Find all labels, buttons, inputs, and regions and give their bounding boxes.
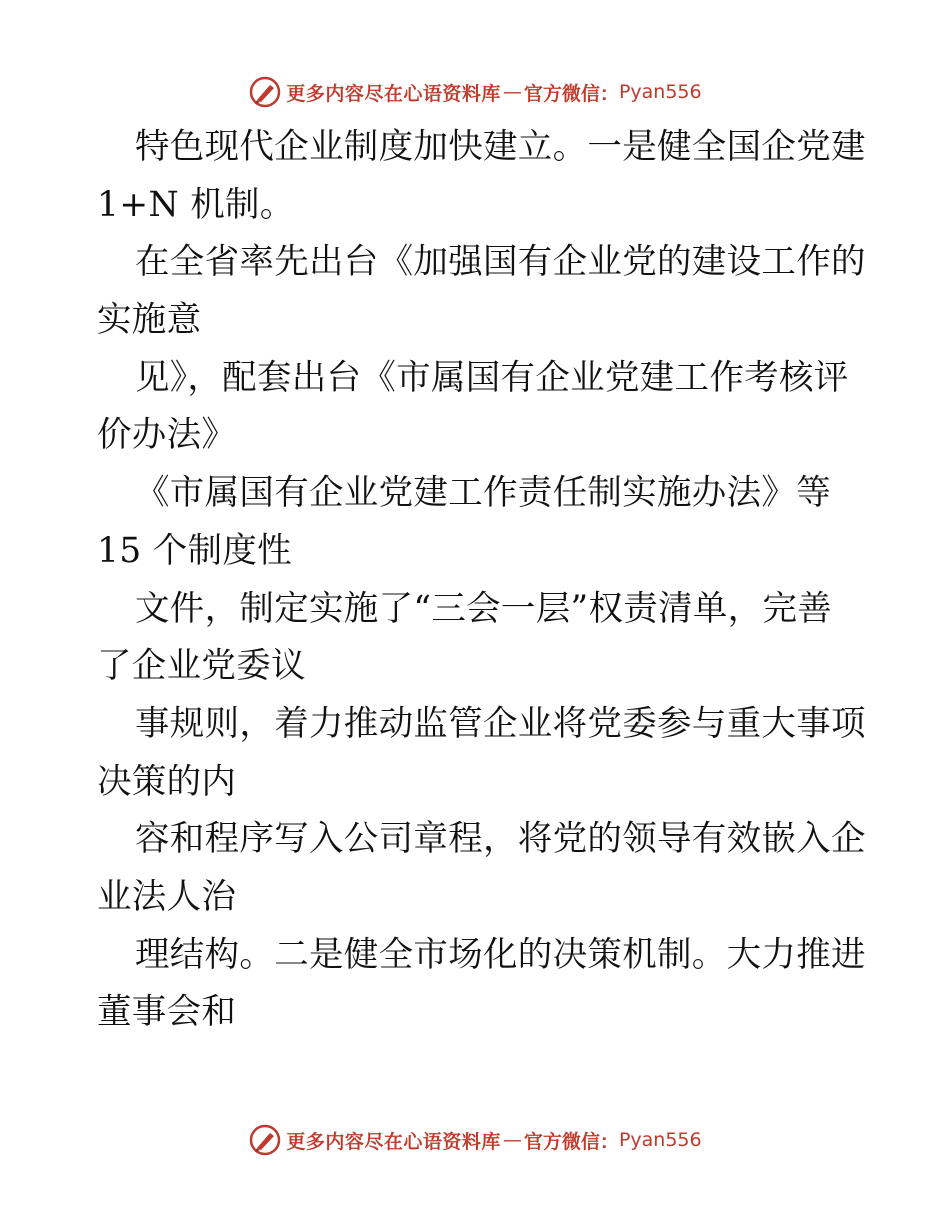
banner-separator: — bbox=[502, 1129, 522, 1151]
text-line: 特色现代企业制度加快建立。一是健全国企党建 bbox=[135, 127, 866, 167]
banner-contact-label: 官方微信： bbox=[523, 1130, 619, 1153]
document-body bbox=[97, 119, 866, 1042]
banner-brand: 更多内容尽在心语资料库 bbox=[286, 82, 501, 105]
pen-logo-icon bbox=[248, 1123, 282, 1157]
text-line: 了企业党委议 bbox=[97, 646, 306, 687]
text-line: 15 个制度性 bbox=[97, 530, 292, 571]
text-line: 价办法》 bbox=[97, 415, 237, 456]
header-banner bbox=[0, 72, 950, 112]
text-line: 文件，制定实施了“三会一层”权责清单，完善 bbox=[135, 588, 833, 629]
text-line: 事规则，着力推动监管企业将党委参与重大事项 bbox=[135, 703, 866, 744]
text-line: 在全省率先出台《加强国有企业党的建设工作的 bbox=[135, 242, 866, 283]
banner-brand: 更多内容尽在心语资料库 bbox=[286, 1130, 501, 1153]
banner-separator: — bbox=[502, 81, 522, 103]
banner-wechat-id: Pyan556 bbox=[618, 1129, 702, 1151]
text-line: 《市属国有企业党建工作责任制实施办法》等 bbox=[135, 473, 831, 514]
text-line: 实施意 bbox=[97, 300, 202, 341]
text-line: 决策的内 bbox=[97, 761, 237, 802]
banner-contact-label: 官方微信： bbox=[523, 82, 619, 105]
text-line: 见》，配套出台《市属国有企业党建工作考核评 bbox=[135, 357, 849, 398]
footer-banner bbox=[0, 1120, 950, 1160]
text-line: 1+N 机制。 bbox=[97, 184, 295, 225]
text-line: 业法人治 bbox=[97, 876, 237, 917]
text-line: 董事会和 bbox=[97, 992, 237, 1033]
pen-logo-icon bbox=[248, 75, 282, 109]
text-line: 容和程序写入公司章程，将党的领导有效嵌入企 bbox=[135, 819, 866, 860]
text-line: 理结构。二是健全市场化的决策机制。大力推进 bbox=[135, 934, 866, 975]
banner-wechat-id: Pyan556 bbox=[618, 81, 702, 103]
